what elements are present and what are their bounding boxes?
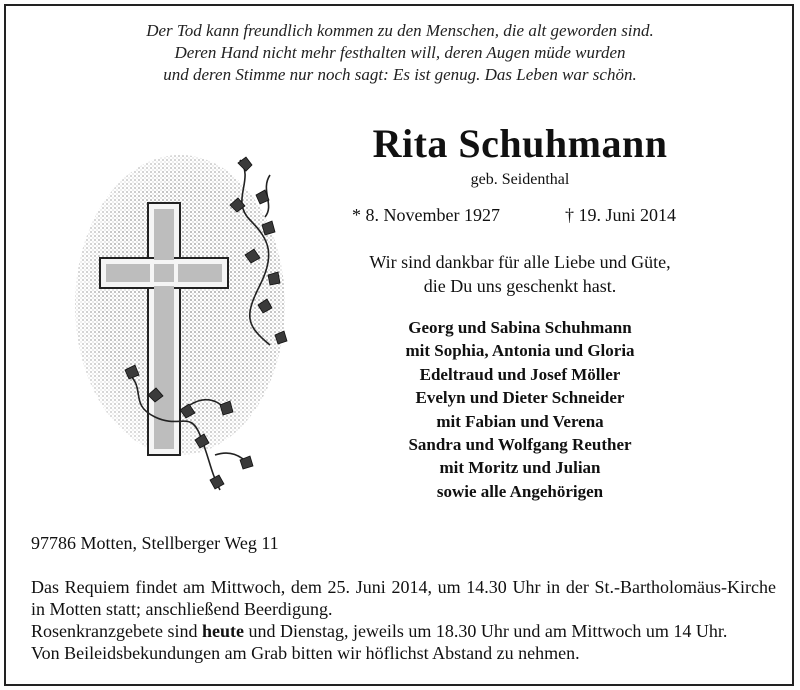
mourner-line: sowie alle Angehörigen — [436, 481, 604, 501]
gratitude-line: Wir sind dankbar für alle Liebe und Güte, — [369, 252, 671, 272]
mourner-line: Sandra und Wolfgang Reuther — [408, 435, 632, 455]
birth-date: * 8. November 1927 — [352, 205, 500, 225]
mourners-list — [330, 316, 710, 503]
quote-line: Deren Hand nicht mehr festhalten will, deren Augen müde wurden — [174, 43, 626, 62]
mourner-line: Edeltraud und Josef Möller — [419, 364, 621, 384]
requiem-text: Das Requiem findet am Mittwoch, dem 25. Juni 2014, um 14.30 Uhr in der St.-Bartholomäus-Kirche in Motten statt; anschließend Beerdigung. — [31, 577, 776, 619]
gratitude-line: die Du uns geschenkt hast. — [423, 276, 617, 296]
condolence-text: Von Beileidsbekundungen am Grab bitten wir höflichst Abstand zu nehmen. — [31, 643, 580, 663]
rosary-text-after: und Dienstag, jeweils um 18.30 Uhr und am Mittwoch um 14 Uhr. — [248, 621, 728, 641]
family-address: 97786 Motten, Stellberger Weg 11 — [31, 533, 279, 553]
mourner-line: Evelyn und Dieter Schneider — [415, 388, 625, 408]
opening-quote — [0, 20, 800, 86]
quote-line: Der Tod kann freundlich kommen zu den Menschen, die alt geworden sind. — [146, 21, 654, 40]
mourner-line: mit Fabian und Verena — [436, 411, 604, 431]
mourner-line: mit Sophia, Antonia und Gloria — [405, 341, 635, 361]
rosary-emphasis: heute — [201, 621, 244, 641]
birth-name: geb. Seidenthal — [470, 171, 570, 188]
funeral-info — [31, 576, 776, 664]
death-date: † 19. Juni 2014 — [565, 205, 677, 225]
rosary-text — [31, 620, 776, 642]
mourner-line: Georg und Sabina Schuhmann — [408, 318, 632, 337]
deceased-name: Rita Schuhmann — [372, 121, 668, 166]
rosary-text-before: Rosenkranzgebete sind — [31, 621, 198, 641]
mourner-line: mit Moritz und Julian — [439, 458, 601, 478]
gratitude-text — [330, 250, 710, 298]
cross-with-ivy-image — [70, 155, 330, 500]
quote-line: und deren Stimme nur noch sagt: Es ist genug. Das Leben war schön. — [163, 65, 637, 84]
